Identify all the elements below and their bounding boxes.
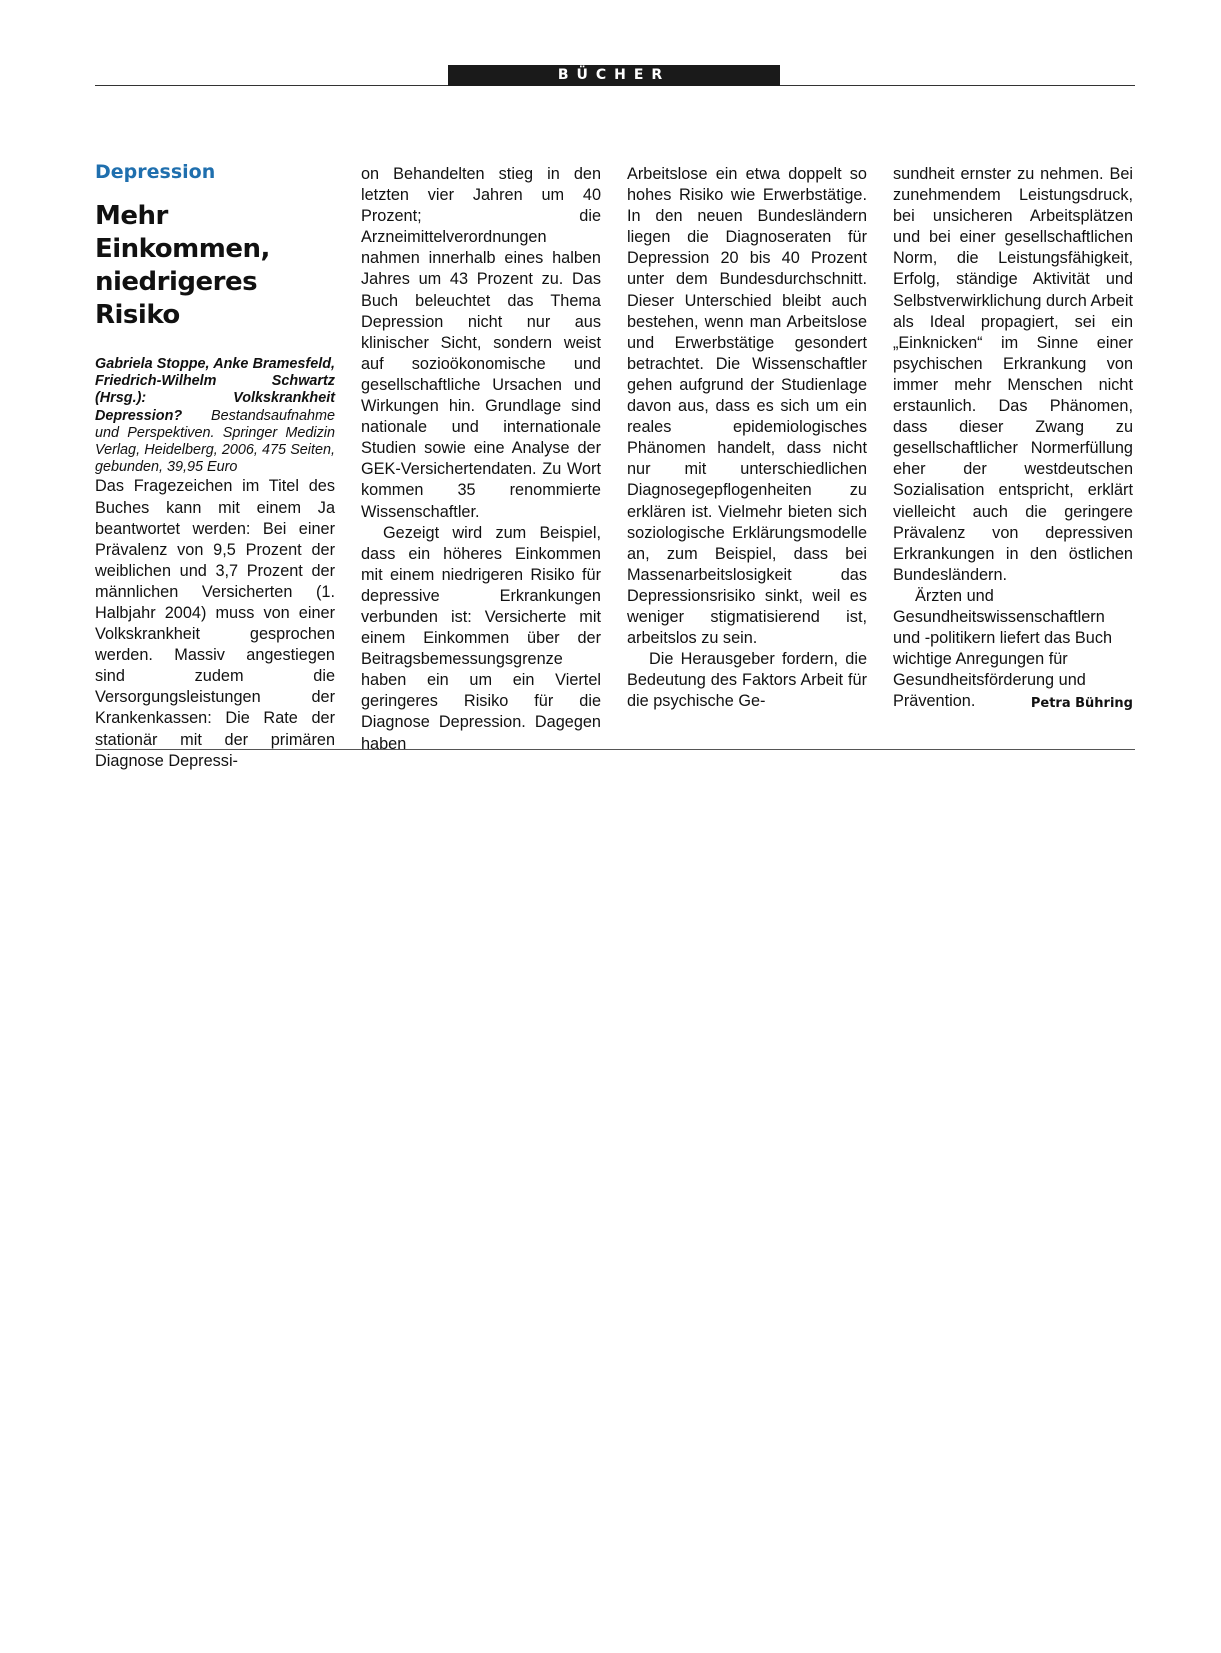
body-paragraph: Ärzten und Gesundheitswissenschaftlern und -politikern liefert das Buch wichtige Anregungen für Gesundheitsförderung und Prävention.	[893, 586, 1113, 711]
article-column-4	[893, 164, 1133, 714]
body-paragraph: Die Herausgeber fordern, die Bedeutung des Faktors Arbeit für die psychische Ge-	[627, 650, 867, 711]
article-kicker: Depression	[95, 161, 216, 183]
body-paragraph: Arbeitslose ein etwa doppelt so hohes Risiko wie Erwerbstätige. In den neuen Bundesländern liegen die Diagnoseraten für Depression 20 bis 40 Prozent unter dem Bundesdurchschnitt. Dieser Unterschied bleibt auch bestehen, wenn man Arbeitslose und Erwerbstätige gesondert betrachtet. Die Wissenschaftler gehen aufgrund der Studienlage davon aus, dass es sich um ein reales epidemiologisches Phänomen handelt, dass nicht nur mit unterschiedlichen Diagnosegepflogenheiten zu erklären ist. Vielmehr bieten sich soziologische Erklärungsmodelle an, zum Beispiel, dass bei Massenarbeitslosigkeit das Depressionsrisiko sinkt, weil es weniger stigmatisierend ist, arbeitslos zu sein.	[627, 165, 867, 648]
book-authors-title: Gabriela Stoppe, Anke Bramesfeld, Friedrich-Wilhelm Schwartz (Hrsg.): Volkskrankheit Depression?	[95, 356, 335, 424]
footer-rule	[95, 749, 1135, 750]
body-paragraph: Gezeigt wird zum Beispiel, dass ein höheres Einkommen mit einem niedrigeren Risiko für depressive Erkrankungen verbunden ist: Versicherte mit einem Einkommen über der Beitragsbemessungsgrenze haben ein um ein Viertel geringeres Risiko für die Diagnose Depression. Dagegen haben	[361, 523, 601, 753]
book-details: Bestandsaufnahme und Perspektiven. Springer Medizin Verlag, Heidelberg, 2006, 475 Seiten, gebunden, 39,95 Euro	[95, 407, 335, 476]
article-headline: Mehr Einkommen, niedrigeres Risiko	[95, 201, 270, 330]
body-paragraph: Das Fragezeichen im Titel des Buches kann mit einem Ja beantwortet werden: Bei einer Prävalenz von 9,5 Prozent der weiblichen und 3,7 Prozent der männlichen Versicherten (1. Halbjahr 2004) muss von einer Volkskrankheit gesprochen werden. Massiv angestiegen sind zudem die Versorgungsleistungen der Krankenkassen: Die Rate der stationär mit der primären Diagnose Depressi-	[95, 477, 335, 770]
article-column-1	[95, 160, 335, 772]
article-column-3	[627, 164, 867, 712]
body-paragraph: sundheit ernster zu nehmen. Bei zunehmendem Leistungsdruck, bei unsicheren Arbeitsplätzen und bei einer gesellschaftlichen Norm, die Leistungsfähigkeit, Erfolg, ständige Aktivität und Selbstverwirklichung durch Arbeit als Ideal propagiert, sei ein „Einknicken“ im Sinne einer psychischen Erkrankung von immer mehr Menschen nicht erstaunlich. Das Phänomen, dass dieser Zwang zu gesellschaftlicher Normerfüllung eher der westdeutschen Sozialisation entspricht, erklärt vielleicht auch die geringere Prävalenz von depressiven Erkrankungen in den östlichen Bundesländern.	[893, 165, 1133, 584]
section-label: BÜCHER	[448, 65, 780, 86]
article-author: Petra Bühring	[1030, 696, 1133, 712]
book-bibliography	[95, 356, 335, 476]
body-paragraph: on Behandelten stieg in den letzten vier Jahren um 40 Prozent; die Arzneimittelverordnungen nahmen innerhalb eines halben Jahres um 43 Prozent zu. Das Buch beleuchtet das Thema Depression nicht nur aus klinischer Sicht, sondern weist auf sozioökonomische und gesellschaftliche Ursachen und Wirkungen hin. Grundlage sind nationale und internationale Studien sowie eine Analyse der GEK-Versichertendaten. Zu Wort kommen 35 renommierte Wissenschaftler.	[361, 165, 601, 521]
article-column-2	[361, 164, 601, 755]
closing-paragraph	[893, 586, 1133, 713]
